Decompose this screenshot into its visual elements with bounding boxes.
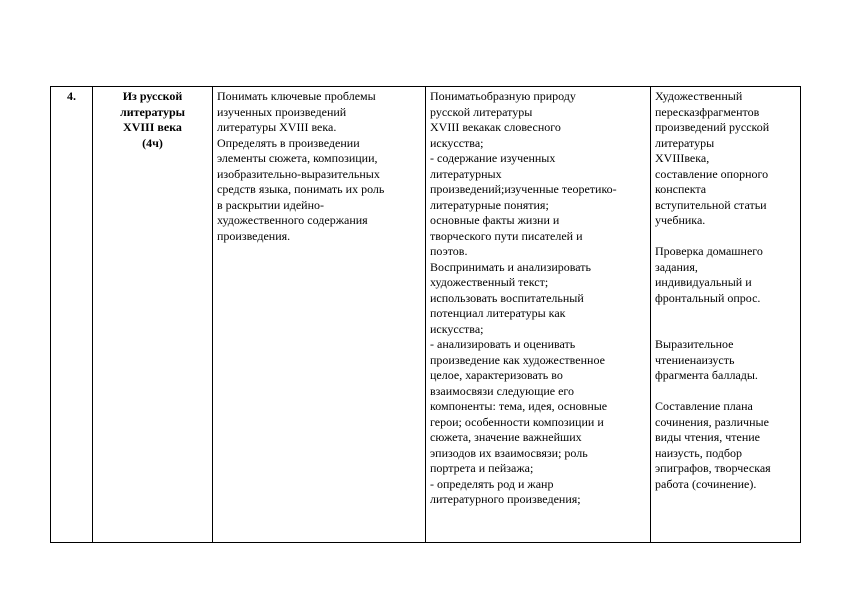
text-line: (4ч): [142, 135, 163, 150]
text-line: задания,: [655, 259, 698, 274]
row-number-cell: [51, 87, 93, 543]
text-line: произведения.: [217, 228, 291, 243]
text-line: XVIII века: [123, 120, 182, 134]
text-line: составление опорного: [655, 166, 769, 181]
section-title-cell: [93, 87, 213, 543]
text-line: наизусть, подбор: [655, 445, 742, 460]
text-line: искусства;: [430, 321, 484, 336]
text-line: основные факты жизни и: [430, 213, 560, 227]
section-title: [97, 89, 208, 151]
text-line: Из русской: [122, 89, 183, 103]
text-line: XVIIIвека,: [655, 151, 710, 165]
text-line: изобразительно-выразительных: [217, 166, 380, 181]
text-line: компоненты: тема, идея, основные: [430, 399, 608, 413]
blank-line: [655, 384, 796, 400]
text-line: литературных: [430, 166, 502, 181]
text-line: русской литературы: [430, 104, 533, 119]
table-row: [51, 87, 801, 543]
text-line: произведений русской: [655, 120, 770, 134]
text-line: герои; особенности композиции и: [430, 414, 604, 429]
text-line: - определять род и жанр: [430, 476, 554, 491]
text-line: элементы сюжета, композиции,: [217, 151, 378, 165]
text-line: литературы: [655, 135, 715, 150]
text-line: поэтов.: [430, 244, 468, 258]
text-line: литературные понятия;: [430, 197, 549, 212]
text-line: фрагмента баллады.: [655, 368, 758, 382]
text-line: XVIII векакак словесного: [430, 120, 561, 134]
text-line: взаимосвязи следующие его: [430, 383, 575, 398]
text-line: Проверка домашнего: [655, 244, 763, 258]
text-line: художественный текст;: [430, 275, 549, 289]
goals-text: [217, 89, 421, 244]
blank-line: [655, 306, 796, 322]
text-line: Выразительное: [655, 337, 734, 351]
text-line: творческого пути писателей и: [430, 228, 583, 243]
text-line: Воспринимать и анализировать: [430, 259, 591, 274]
text-line: художественного содержания: [217, 213, 368, 227]
text-line: Художественный: [655, 89, 743, 103]
text-line: сочинения, различные: [655, 414, 769, 429]
text-line: виды чтения, чтение: [655, 430, 760, 444]
text-line: работа (сочинение).: [655, 476, 757, 491]
text-line: чтениенаизусть: [655, 352, 735, 367]
text-line: - содержание изученных: [430, 151, 556, 165]
blank-line: [655, 322, 796, 338]
text-line: целое, характеризовать во: [430, 368, 563, 382]
text-line: Составление плана: [655, 399, 753, 413]
text-line: средств языка, понимать их роль: [217, 182, 385, 196]
text-line: в раскрытии идейно-: [217, 197, 324, 212]
text-line: литературы XVIII века.: [217, 120, 337, 134]
text-line: вступительной статьи: [655, 197, 767, 212]
text-line: литературы: [119, 104, 185, 119]
text-line: - анализировать и оценивать: [430, 337, 576, 351]
text-line: портрета и пейзажа;: [430, 461, 534, 475]
skills-cell: [426, 87, 651, 543]
text-line: Понимать ключевые проблемы: [217, 89, 376, 103]
text-line: эпиграфов, творческая: [655, 461, 771, 475]
curriculum-table: [50, 86, 801, 543]
row-number: 4.: [67, 89, 76, 103]
text-line: искусства;: [430, 135, 484, 150]
text-line: Пониматьобразную природу: [430, 89, 576, 103]
blank-line: [655, 229, 796, 245]
text-line: учебника.: [655, 213, 706, 227]
text-line: индивидуальный и: [655, 275, 752, 289]
goals-cell: [213, 87, 426, 543]
skills-text: [430, 89, 646, 508]
text-line: литературного произведения;: [430, 492, 581, 506]
text-line: конспекта: [655, 182, 707, 196]
text-line: произведение как художественное: [430, 352, 605, 367]
text-line: сюжета, значение важнейших: [430, 430, 582, 444]
activities-cell: [651, 87, 801, 543]
text-line: эпизодов их взаимосвязи; роль: [430, 445, 588, 460]
text-line: фронтальный опрос.: [655, 290, 761, 305]
text-line: использовать воспитательный: [430, 290, 584, 305]
text-line: изученных произведений: [217, 104, 347, 119]
text-line: потенциал литературы как: [430, 306, 566, 320]
text-line: произведений;изученные теоретико-: [430, 182, 617, 196]
text-line: Определять в произведении: [217, 135, 360, 150]
activities-text: [655, 89, 796, 492]
text-line: пересказфрагментов: [655, 104, 760, 119]
